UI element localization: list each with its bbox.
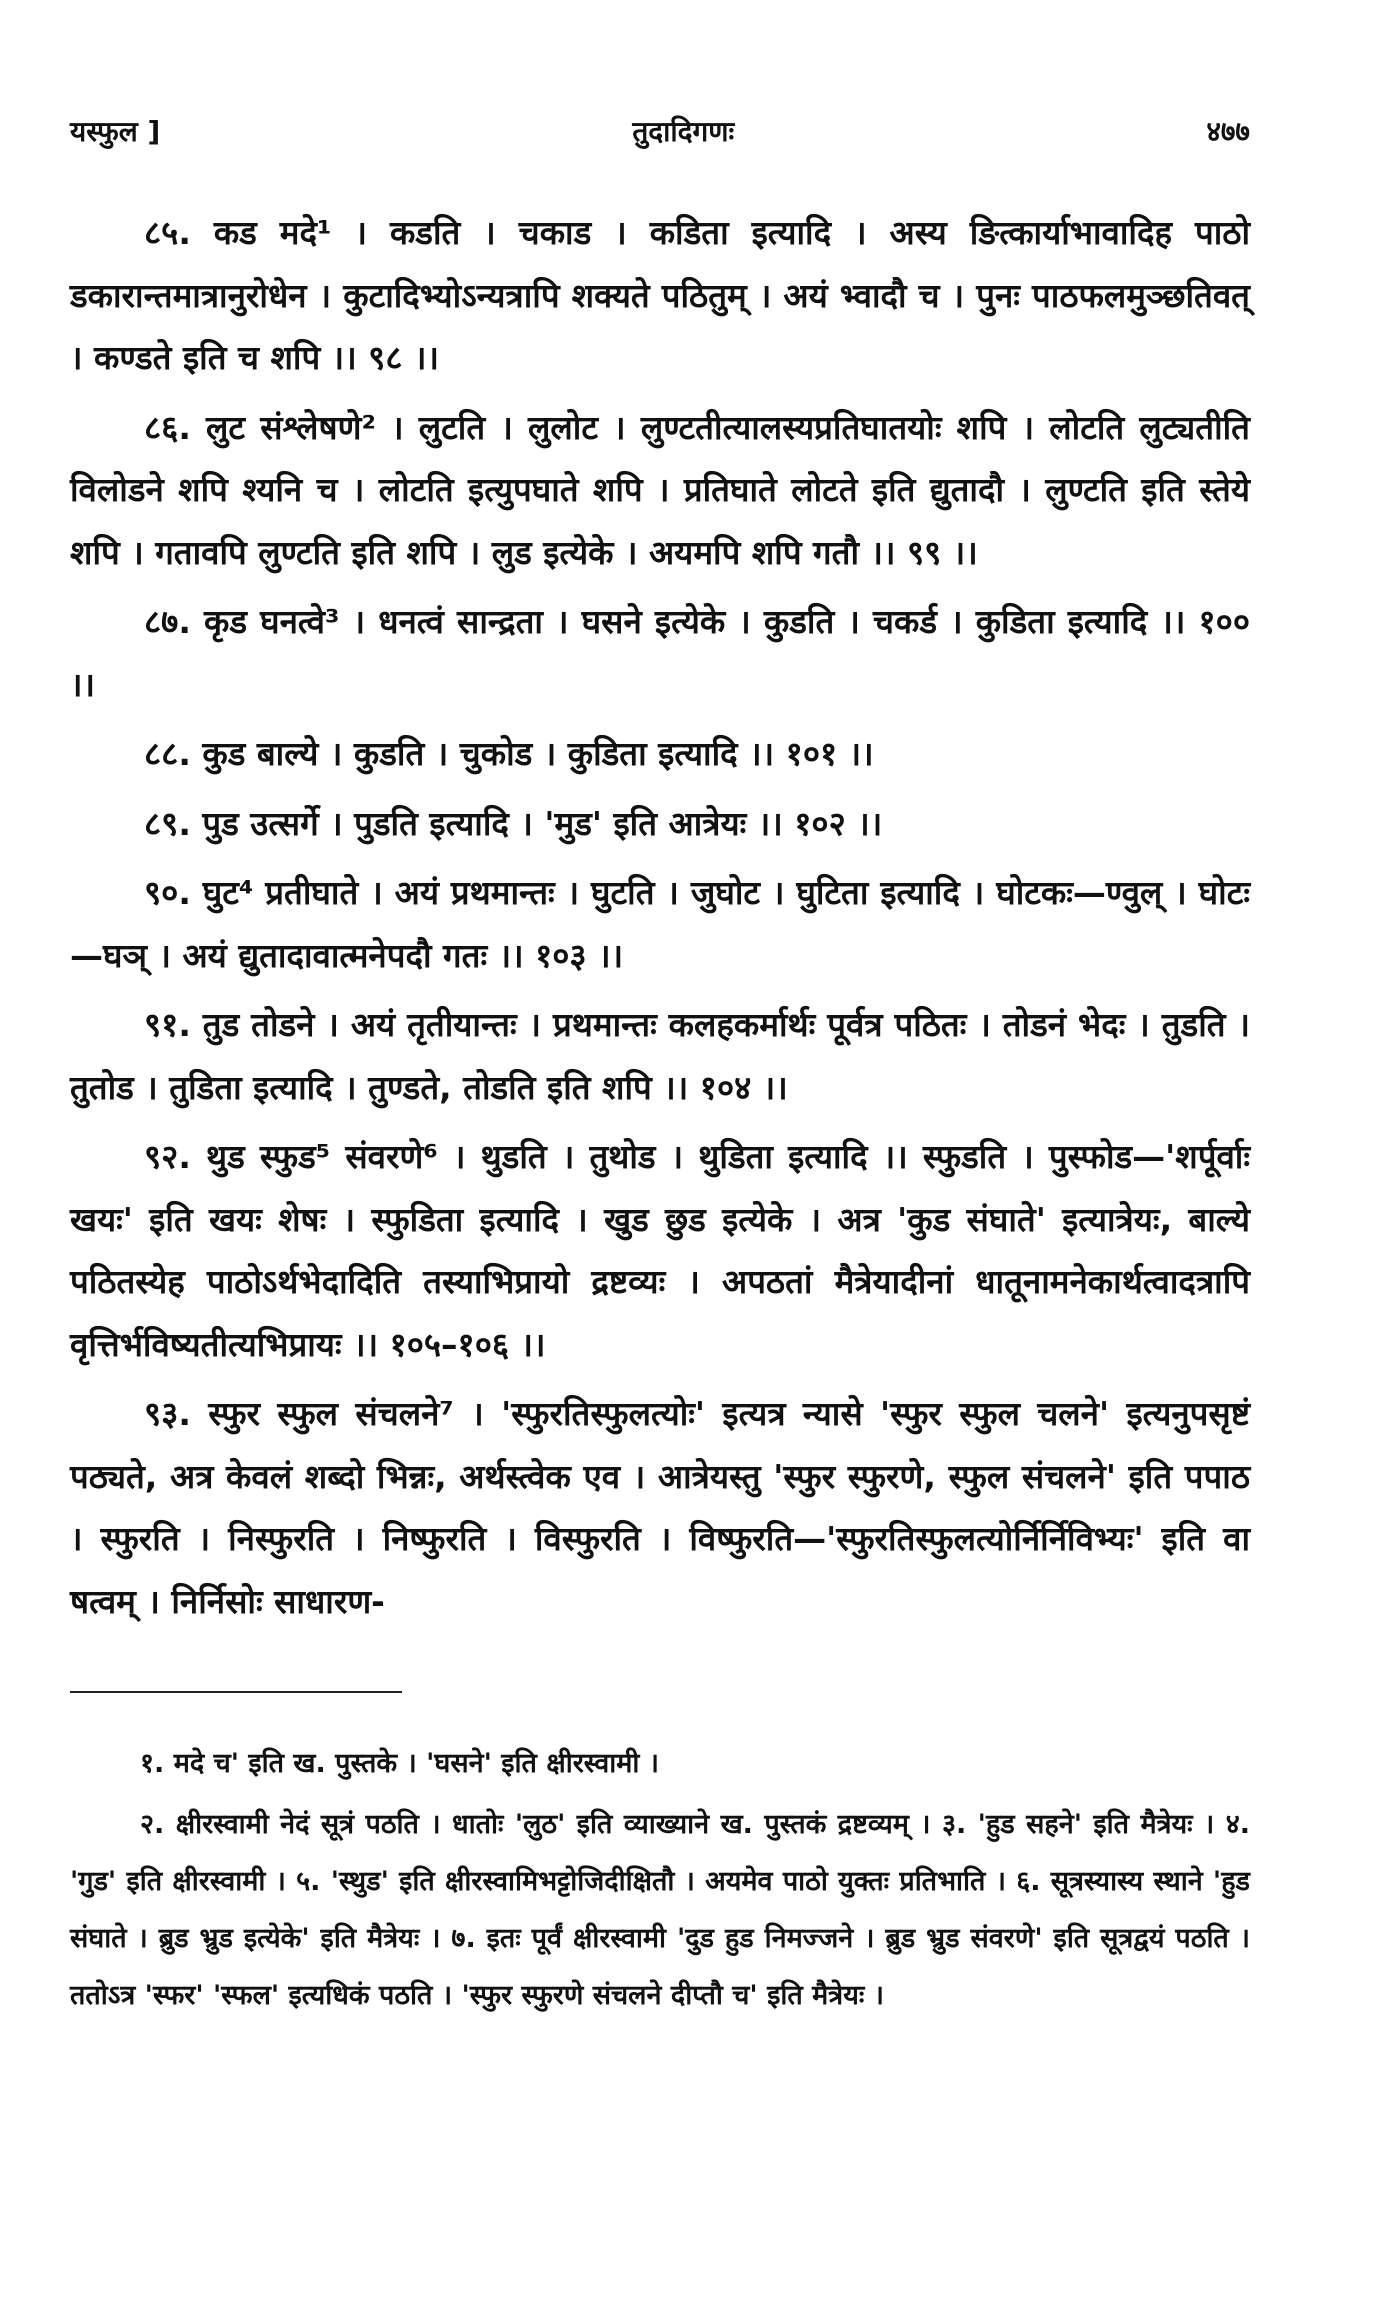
running-header bbox=[70, 112, 1250, 150]
entry-paragraph: ८९. पुड उत्सर्गे । पुडति इत्यादि । 'मुड' इति आत्रेयः ।। १०२ ।। bbox=[144, 803, 883, 843]
entry-paragraph: ९३. स्फुर स्फुल संचलने⁷ । 'स्फुरतिस्फुलत्योः' इत्यत्र न्यासे 'स्फुर स्फुल चलने' इत्यनुपसृष्टं पठ्यते, अत्र केवलं शब्दो भिन्नः, अर्थस्त्वेक एव । आत्रेयस्तु 'स्फुर स्फुरणे, स्फुल संचलने' इति पपाठ । स्फुरति । निस्फुरति । निष्फुरति । विस्फुरति । विष्फुरति—'स्फुरतिस्फुलत्योर्निर्निविभ्यः' इति वा षत्वम् । निर्निसोः साधारण- bbox=[70, 1394, 1250, 1621]
page-number: ४७७ bbox=[1206, 115, 1250, 148]
main-text bbox=[70, 202, 1250, 1633]
footnote-item: १. मदे च' इति ख. पुस्तके । 'घसने' इति क्षीरस्वामी । bbox=[140, 1748, 660, 1779]
entry-paragraph: ९२. थुड स्फुड⁵ संवरणे⁶ । थुडति । तुथोड । थुडिता इत्यादि ।। स्फुडति । पुस्फोड—'शर्पूर्वाः खयः' इति खयः शेषः । स्फुडिता इत्यादि । खुड छुड इत्येके । अत्र 'कुड संघाते' इत्यात्रेयः, बाल्ये पठितस्येह पाठोऽर्थभेदादिति तस्याभिप्रायो द्रष्टव्यः । अपठतां मैत्रेयादीनां धातूनामनेकार्थत्वादत्रापि वृत्तिर्भविष्यतीत्यभिप्रायः ।। १०५–१०६ ।। bbox=[70, 1137, 1250, 1364]
footnote-item: २. क्षीरस्वामी नेदं सूत्रं पठति । धातोः 'लुठ' इति व्याख्याने ख. पुस्तकं द्रष्टव्यम् । ३. 'हुड सहने' इति मैत्रेयः । ४. 'गुड' इति क्षीरस्वामी । ५. 'स्थुड' इति क्षीरस्वामिभट्टोजिदीक्षितौ । अयमेव पाठो युक्तः प्रतिभाति । ६. सूत्रस्यास्य स्थाने 'हुड संघाते । ब्रुड भ्रुड इत्येके' इति मैत्रेयः । ७. इतः पूर्वं क्षीरस्वामी 'दुड हुड निमज्जने । ब्रुड भ्रुड संवरणे' इति सूत्रद्वयं पठति । ततोऽत्र 'स्फर' 'स्फल' इत्यधिकं पठति । 'स्फुर स्फुरणे संचलने दीप्तौ च' इति मैत्रेयः । bbox=[70, 1809, 1250, 2011]
footnote-divider bbox=[70, 1691, 402, 1693]
entry-paragraph: ८८. कुड बाल्ये । कुडति । चुकोड । कुडिता इत्यादि ।। १०१ ।। bbox=[144, 734, 874, 773]
header-left-text: यस्फुल ] bbox=[70, 115, 161, 148]
entry-paragraph: ८७. कृड घनत्वे³ । धनत्वं सान्द्रता । घसने इत्येके । कुडति । चकर्ड । कुडिता इत्यादि ।। १०० ।। bbox=[70, 602, 1250, 704]
entry-paragraph: ८५. कड मदे¹ । कडति । चकाड । कडिता इत्यादि । अस्य ङित्कार्याभावादिह पाठो डकारान्तमात्रानुरोधेन । कुटादिभ्योऽन्यत्रापि शक्यते पठितुम् । अयं भ्वादौ च । पुनः पाठफलमुञ्छतिवत् । कण्डते इति च शपि ।। ९८ ।। bbox=[70, 213, 1250, 377]
entry-paragraph: ९०. घुट⁴ प्रतीघाते । अयं प्रथमान्तः । घुटति । जुघोट । घुटिता इत्यादि । घोटकः—ण्वुल् । घोटः—घञ् । अयं द्युतादावात्मनेपदौ गतः ।। १०३ ।। bbox=[70, 873, 1250, 975]
entry-paragraph: ८६. लुट संश्लेषणे² । लुटति । लुलोट । लुण्टतीत्यालस्यप्रतिघातयोः शपि । लोटति लुट्यतीति विलोडने शपि श्यनि च । लोटति इत्युपघाते शपि । प्रतिघाते लोटते इति द्युतादौ । लुण्टति इति स्तेये शपि । गतावपि लुण्टति इति शपि । लुड इत्येके । अयमपि शपि गतौ ।। ९९ ।। bbox=[70, 407, 1250, 572]
header-title: तुदादिगणः bbox=[632, 115, 735, 148]
footnotes bbox=[70, 1735, 1250, 2024]
entry-paragraph: ९१. तुड तोडने । अयं तृतीयान्तः । प्रथमान्तः कलहकर्मार्थः पूर्वत्र पठितः । तोडनं भेदः । तुडति । तुतोड । तुडिता इत्यादि । तुण्डते, तोडति इति शपि ।। १०४ ।। bbox=[70, 1005, 1250, 1107]
